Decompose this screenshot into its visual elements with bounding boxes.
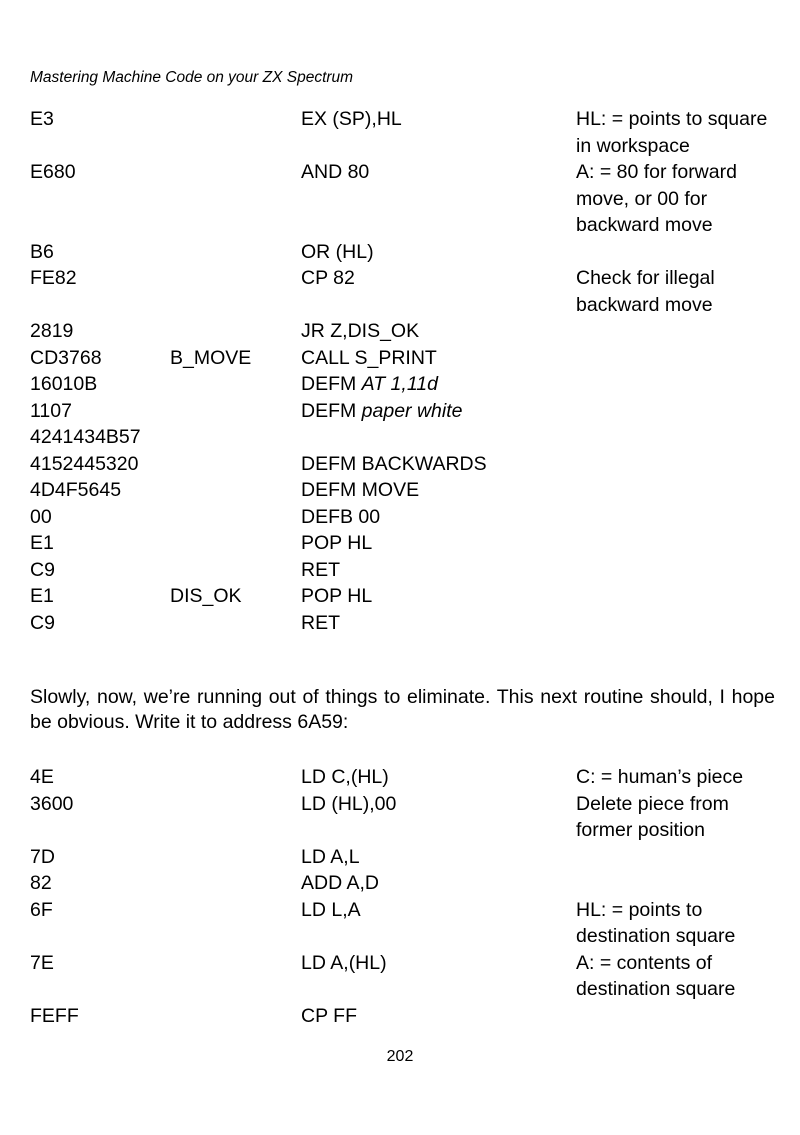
comment [576, 530, 786, 557]
listing-row [30, 398, 775, 425]
code-listing-2 [30, 764, 775, 1029]
hex-code: E3 [30, 108, 54, 130]
instruction-op: DEFM [301, 399, 362, 422]
hex-code: 2819 [30, 320, 74, 342]
hex-code: 3600 [30, 792, 74, 815]
listing-row [30, 106, 775, 159]
listing-row [30, 764, 775, 791]
instruction-arg: AT 1,11d [361, 373, 438, 395]
hex-code: C9 [30, 611, 55, 634]
comment: A: = 80 for forward move, or 00 for backward move [576, 161, 737, 236]
instruction [301, 106, 402, 133]
listing-row [30, 159, 775, 239]
listing-row [30, 530, 775, 557]
instruction-op: JR Z,DIS_OK [301, 320, 420, 342]
instruction-op: AND 80 [301, 161, 370, 183]
instruction [301, 1003, 357, 1030]
comment [576, 398, 786, 425]
comment [576, 844, 786, 871]
body-paragraph: Slowly, now, we’re running out of things to eliminate. This next routine should, I hope be obvious. Write it to address 6A59: [30, 686, 775, 733]
listing-row [30, 424, 775, 451]
instruction-op: LD C,(HL) [301, 766, 389, 788]
asm-label: DIS_OK [170, 585, 242, 607]
instruction-op: RET [301, 611, 340, 634]
hex-code: CD3768 [30, 346, 102, 369]
hex-code: E680 [30, 161, 76, 183]
hex-code: B6 [30, 240, 54, 263]
comment [576, 477, 786, 504]
instruction-op: RET [301, 558, 340, 581]
comment: Check for illegal backward move [576, 267, 715, 316]
hex-code: E1 [30, 532, 54, 554]
instruction [301, 583, 372, 610]
listing-row [30, 583, 775, 610]
listing-row [30, 318, 775, 345]
hex-code: FEFF [30, 1004, 79, 1027]
comment [576, 583, 786, 610]
instruction [301, 844, 360, 871]
comment [576, 318, 786, 345]
hex-code: 7E [30, 951, 54, 974]
listing-row [30, 477, 775, 504]
comment: HL: = points to square in workspace [576, 108, 768, 157]
listing-row [30, 1003, 775, 1030]
instruction-op: POP HL [301, 532, 373, 554]
comment [576, 1003, 786, 1030]
listing-row [30, 371, 775, 398]
instruction [301, 451, 487, 478]
instruction-op: DEFM [301, 373, 362, 395]
instruction [301, 950, 387, 977]
instruction [301, 398, 463, 425]
comment: Delete piece from former position [576, 792, 729, 841]
comment [576, 239, 786, 266]
hex-code: FE82 [30, 267, 77, 289]
hex-code: 00 [30, 505, 52, 528]
comment [576, 870, 786, 897]
hex-code: 4152445320 [30, 452, 139, 475]
hex-code: C9 [30, 558, 55, 581]
comment [576, 504, 786, 531]
instruction-op: LD L,A [301, 898, 361, 921]
listing-row [30, 870, 775, 897]
instruction-op: CP FF [301, 1004, 357, 1027]
listing-row [30, 950, 775, 1003]
instruction [301, 239, 374, 266]
listing-row [30, 557, 775, 584]
instruction-op: CP 82 [301, 267, 355, 289]
instruction-op: DEFB 00 [301, 505, 381, 528]
comment [576, 371, 786, 398]
listing-row [30, 451, 775, 478]
instruction-op: LD (HL),00 [301, 792, 397, 815]
hex-code: 4241434B57 [30, 426, 141, 448]
comment: HL: = points to destination square [576, 898, 736, 947]
instruction-arg: paper white [361, 399, 463, 422]
listing-row [30, 239, 775, 266]
asm-label: B_MOVE [170, 346, 252, 369]
listing-row [30, 897, 775, 950]
instruction-op: POP HL [301, 585, 373, 607]
comment [576, 424, 786, 451]
instruction-op: LD A,L [301, 845, 360, 868]
instruction [301, 345, 437, 372]
instruction [301, 318, 419, 345]
hex-code: E1 [30, 585, 54, 607]
instruction-op: OR (HL) [301, 240, 374, 263]
instruction [301, 265, 355, 292]
instruction [301, 764, 389, 791]
instruction [301, 159, 369, 186]
hex-code: 82 [30, 872, 52, 894]
listing-row [30, 504, 775, 531]
instruction [301, 504, 380, 531]
listing-row [30, 791, 775, 844]
instruction-op: EX (SP),HL [301, 108, 402, 130]
instruction [301, 557, 340, 584]
running-header: Mastering Machine Code on your ZX Spectrum [30, 69, 354, 86]
instruction [301, 897, 361, 924]
hex-code: 4E [30, 766, 54, 788]
listing-row [30, 610, 775, 637]
hex-code: 4D4F5645 [30, 479, 122, 501]
listing-row [30, 844, 775, 871]
comment [576, 345, 786, 372]
instruction-op: DEFM BACKWARDS [301, 452, 487, 475]
instruction [301, 791, 396, 818]
comment [576, 557, 786, 584]
comment: C: = human’s piece [576, 766, 744, 788]
instruction-op: LD A,(HL) [301, 951, 387, 974]
hex-code: 7D [30, 845, 55, 868]
instruction [301, 530, 372, 557]
hex-code: 16010B [30, 373, 98, 395]
code-listing-1 [30, 106, 775, 636]
instruction [301, 371, 438, 398]
instruction [301, 610, 340, 637]
listing-row [30, 265, 775, 318]
listing-row [30, 345, 775, 372]
instruction-op: CALL S_PRINT [301, 346, 437, 369]
instruction-op: ADD A,D [301, 872, 380, 894]
instruction [301, 477, 419, 504]
comment [576, 451, 786, 478]
hex-code: 6F [30, 898, 53, 921]
instruction [301, 870, 379, 897]
hex-code: 1107 [30, 399, 72, 422]
comment: A: = contents of destination square [576, 951, 736, 1000]
page-number: 202 [386, 1048, 414, 1065]
instruction-op: DEFM MOVE [301, 479, 420, 501]
comment [576, 610, 786, 637]
